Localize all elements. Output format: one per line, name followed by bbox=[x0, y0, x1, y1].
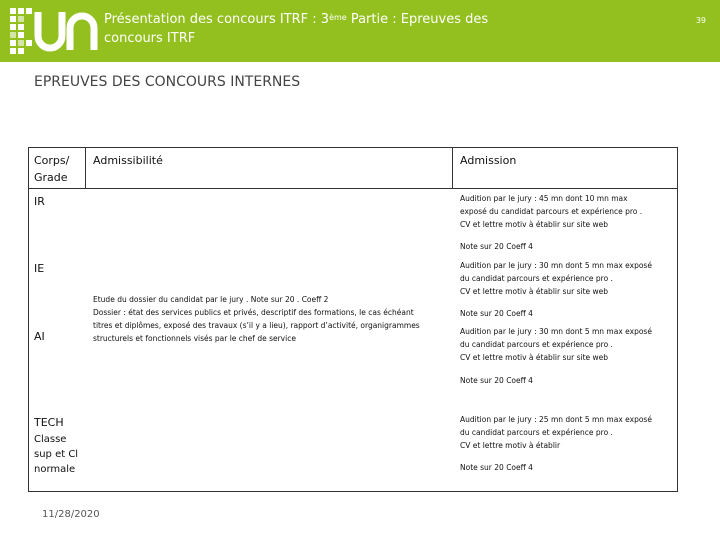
header-corps-grade bbox=[34, 152, 69, 186]
admissibilite-description bbox=[93, 293, 445, 345]
admissibilite-line-4: structurels et fonctionnels visés par le chef de service bbox=[93, 334, 296, 343]
admission-ie-line-1: Audition par le jury : 30 mn dont 5 mn max exposé bbox=[460, 261, 652, 270]
admission-ai-line-2: du candidat parcours et expérience pro . bbox=[460, 340, 613, 349]
page-number: 39 bbox=[695, 16, 706, 25]
admissibilite-line-1: Etude du dossier du candidat par le jury . Note sur 20 . Coeff 2 bbox=[93, 295, 329, 304]
title-superscript: ème bbox=[329, 13, 347, 22]
admission-ie-line-3: CV et lettre motiv à établir sur site web bbox=[460, 287, 609, 296]
title-line2: concours ITRF bbox=[104, 31, 196, 46]
admission-ai-line-3: CV et lettre motiv à établir sur site web bbox=[460, 353, 609, 362]
row-label-ir: IR bbox=[34, 195, 45, 208]
header-corps: Corps/ bbox=[34, 154, 70, 167]
admissibilite-line-3: titres et diplômes, exposé des travaux (s’il y a lieu), rapport d’activité, organigrammes bbox=[93, 321, 420, 330]
row-label-tech-sub bbox=[34, 432, 78, 477]
university-logo bbox=[8, 6, 98, 56]
admission-tech-line-2: du candidat parcours et expérience pro . bbox=[460, 428, 613, 437]
admission-ai-line-1: Audition par le jury : 30 mn dont 5 mn max exposé bbox=[460, 327, 652, 336]
col-divider-1 bbox=[85, 148, 86, 188]
admissibilite-line-2: Dossier : état des services publics et privés, descriptif des formations, le cas échéant bbox=[93, 308, 414, 317]
admission-ai bbox=[460, 325, 674, 364]
header-grade: Grade bbox=[34, 171, 68, 184]
tech-sub-line-2: sup et Cl bbox=[34, 449, 79, 460]
row-label-ie: IE bbox=[34, 262, 45, 275]
col-divider-2 bbox=[452, 148, 453, 188]
exam-table bbox=[28, 147, 678, 492]
tech-sub-line-3: normale bbox=[34, 464, 76, 475]
row-label-ai: AI bbox=[34, 330, 45, 343]
admission-ir-note: Note sur 20 Coeff 4 bbox=[460, 242, 533, 251]
admission-ir-line-2: exposé du candidat parcours et expérience pro . bbox=[460, 207, 643, 216]
admission-tech bbox=[460, 413, 674, 452]
slide-title bbox=[104, 10, 584, 48]
header-admission: Admission bbox=[460, 154, 517, 167]
header-bar bbox=[0, 0, 720, 62]
footer-date: 11/28/2020 bbox=[42, 509, 100, 520]
row-label-tech: TECH bbox=[34, 416, 64, 429]
admission-ai-note: Note sur 20 Coeff 4 bbox=[460, 376, 533, 385]
header-admissibilite: Admissibilité bbox=[93, 154, 163, 167]
admission-ir bbox=[460, 192, 674, 231]
admission-ie-line-2: du candidat parcours et expérience pro . bbox=[460, 274, 613, 283]
admission-ie bbox=[460, 259, 674, 298]
tech-sub-line-1: Classe bbox=[34, 434, 67, 445]
admission-ir-line-3: CV et lettre motiv à établir sur site web bbox=[460, 220, 609, 229]
admission-tech-line-3: CV et lettre motiv à établir bbox=[460, 441, 561, 450]
admission-tech-line-1: Audition par le jury : 25 mn dont 5 mn max exposé bbox=[460, 415, 652, 424]
section-subtitle: EPREUVES DES CONCOURS INTERNES bbox=[34, 74, 301, 90]
admission-tech-note: Note sur 20 Coeff 4 bbox=[460, 463, 533, 472]
title-part1: Présentation des concours ITRF : 3 bbox=[104, 12, 330, 27]
admission-ir-line-1: Audition par le jury : 45 mn dont 10 mn max bbox=[460, 194, 628, 203]
admission-ie-note: Note sur 20 Coeff 4 bbox=[460, 309, 533, 318]
title-part2: Partie : Epreuves des bbox=[346, 12, 489, 27]
header-row-divider bbox=[29, 188, 677, 189]
